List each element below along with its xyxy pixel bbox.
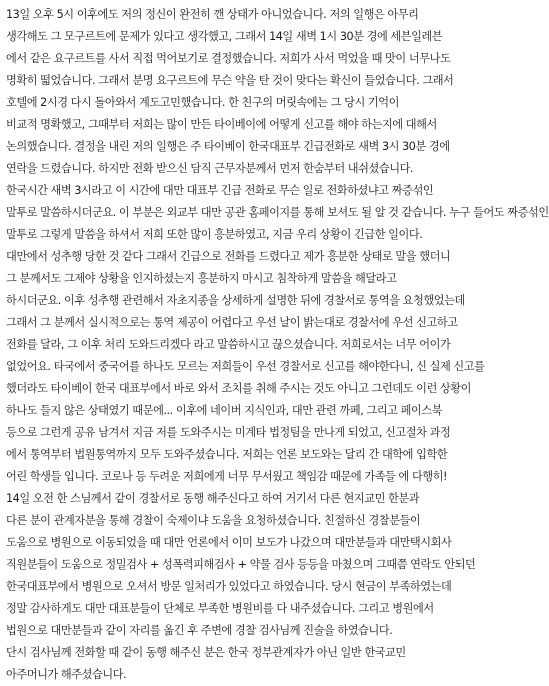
letter-line: 에서 통역부터 법원통역까지 모두 도와주셨습니다. 저희는 언론 보도와는 달리 간 대학에 입학한 bbox=[6, 448, 448, 461]
letter-line: 14일 오전 한 스님께서 같이 경찰서로 동행 해주신다고 하여 거기서 다른 현지교민 한분과 bbox=[6, 492, 420, 505]
letter-line: 에서 같은 요구르트를 사서 직접 먹어보기로 결정했습니다. 저희가 사서 먹었을 때 맛이 너무나도 bbox=[6, 52, 451, 65]
letter-line: 등으로 그런게 공유 남겨서 지금 저를 도와주시는 미계타 법정팀을 만나게 되었고, 신고절차 과정 bbox=[6, 426, 451, 439]
letter-line: 한국대표부에서 병원으로 오셔서 방문 일처리가 있었다고 하였습니다. 당시 현금이 부족하였는데 bbox=[6, 580, 452, 593]
letter-line: 말투로 그렇게 말씀을 하셔서 저희 또한 많이 흥분하였고, 지금 우리 상황이 긴급한 일이다. bbox=[6, 228, 423, 241]
letter-line: 그 분께서도 그제야 상황을 인지하셨는지 흥분하지 마시고 침착하게 말씀을 해달라고 bbox=[6, 272, 397, 285]
letter-line: 13일 오후 5시 이후에도 저의 정신이 완전히 깬 상태가 아니었습니다. 저의 일행은 아무리 bbox=[6, 8, 419, 21]
letter-line: 정말 감사하게도 대만 대표분들이 단체로 부족한 병원비를 다 내주셨습니다. 그리고 병원에서 bbox=[6, 602, 434, 615]
letter-line: 아주머니가 해주셨습니다. bbox=[6, 668, 127, 681]
letter-line: 하시더군요. 이후 성추행 관련해서 자초지종을 상세하게 설명한 뒤에 경찰서로 통역을 요청했었는데 bbox=[6, 294, 465, 307]
letter-line: 직원분들이 도움으로 정밀검사 + 성폭력피해검사 + 약물 검사 등등을 마쳤으며 그때쯤 연락도 안되던 bbox=[6, 558, 476, 571]
letter-line: 대만에서 성추행 당한 것 같다 그래서 긴급으로 전화를 드렸다고 제가 흥분한 상태로 말을 했더니 bbox=[6, 250, 451, 263]
letter-line: 다른 분이 관계자분을 통해 경찰이 숙제이냐 도움을 요청하셨습니다. 친절하신 경찰분들이 bbox=[6, 514, 421, 527]
letter-line: 그래서 그 분께서 실시적으로는 통역 제공이 어렵다고 우선 날이 밝는대로 경찰서에 우선 신고하고 bbox=[6, 316, 458, 329]
letter-line: 전화를 달라, 그 이후 처리 도와드리겠다 라고 말씀하시고 끊으셨습니다. 저희로서는 너무 어이가 bbox=[6, 338, 451, 351]
letter-line: 말투로 말씀하시더군요. 이 부분은 외교부 대만 공관 홈페이지를 통해 보셔도 될 알 것 같습니다. 누구 들어도 짜증섞인 bbox=[6, 206, 549, 219]
letter-line: 논의했습니다. 결정을 내린 저의 일행은 주 타이베이 한국대표부 긴급전화로 새벽 3시 30분 경에 bbox=[6, 140, 450, 153]
letter-line: 연락을 드렸습니다. 하지만 전화 받으신 담직 근무자분께서 먼저 한숨부터 내쉬셨습니다. bbox=[6, 162, 414, 175]
letter-line: 비교적 명확했고, 그때부터 저희는 많이 만든 타이베이에 어떻게 신고를 해야 하는지에 대해서 bbox=[6, 118, 437, 131]
letter-line: 없었어요. 타국에서 중국어를 하나도 모르는 저희들이 우선 경찰서로 신고를 해야한다니, 신 실제 신고를 bbox=[6, 360, 485, 373]
letter-line: 한국시간 새벽 3시라고 이 시간에 대만 대표부 긴급 전화로 무슨 일로 전화하셨냐고 짜증섞인 bbox=[6, 184, 434, 197]
letter-line: 명확히 떫었습니다. 그래서 분명 요구르트에 무슨 약을 탄 것이 맞다는 확신이 들었습니다. 그래서 bbox=[6, 74, 454, 87]
letter-line: 생각해도 그 모구르트에 문제가 있다고 생각했고, 그래서 14일 새벽 1시 30분 경에 세븐일레븐 bbox=[6, 30, 443, 43]
letter-line: 호텔에 2시경 다시 돌아와서 계도고민했습니다. 한 친구의 머릿속에는 그 당시 기억이 bbox=[6, 96, 399, 109]
letter-line: 하나도 들지 않은 상태였기 때문에... 이후에 네이버 지식인과, 대만 관련 까페, 그리고 페이스북 bbox=[6, 404, 443, 417]
letter-line: 단시 검사님께 전화할 때 같이 동행 해주신 분은 한국 정부관계자가 아닌 일반 한국교민 bbox=[6, 646, 406, 659]
letter-line: 했더라도 타이베이 한국 대표부에서 바로 와서 조치를 취해 주시는 것도 아니고 그런데도 이런 상황이 bbox=[6, 382, 472, 395]
letter-line: 어린 학생들 입니다. 코로나 등 두려운 저희에게 너무 무서웠고 책임감 때문에 가족들 에 다행히! bbox=[6, 470, 448, 483]
letter-line: 법원으로 대만분들과 같이 자리를 옮긴 후 주변에 경찰 검사님께 진술을 하였습니다. bbox=[6, 624, 393, 637]
letter-line: 도움으로 병원으로 이동되었을 때 대만 언론에서 이미 보도가 나갔으며 대만분들과 대만택시회사 bbox=[6, 536, 452, 549]
